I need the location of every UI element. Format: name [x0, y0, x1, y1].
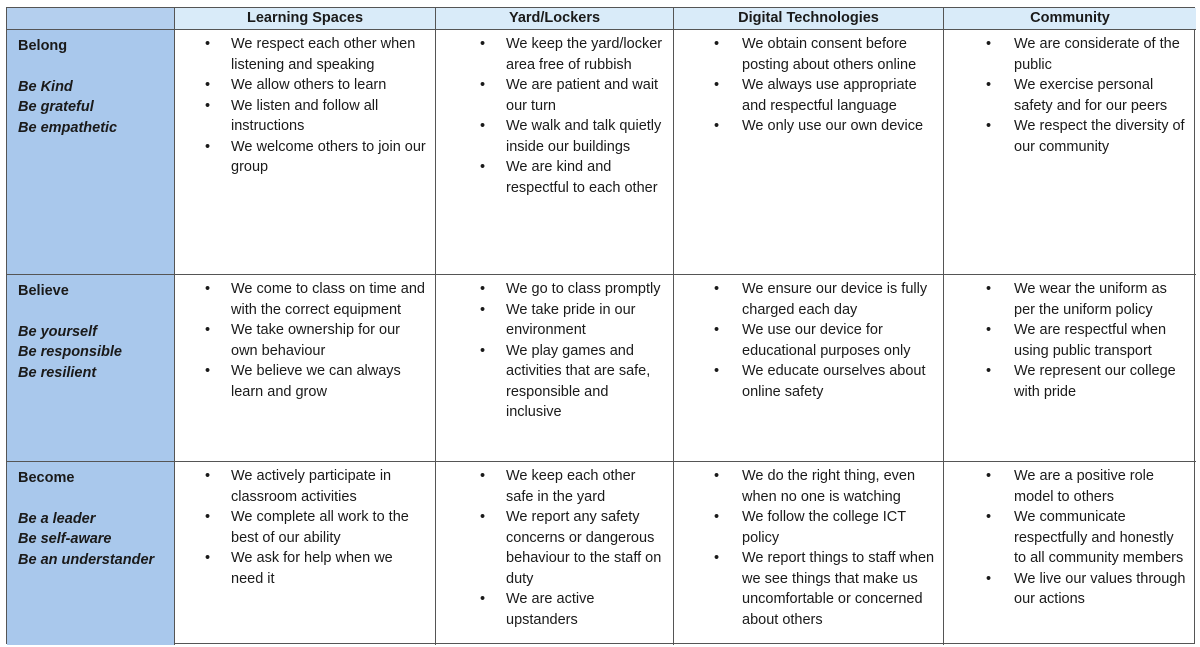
- list-item: • We represent our college with pride: [944, 361, 1188, 402]
- cell-belong-community: [944, 30, 1196, 275]
- list-item: • We keep each other safe in the yard: [436, 466, 665, 507]
- expectation-list: [175, 466, 427, 589]
- row-header-believe: [7, 275, 175, 462]
- list-item: • We are patient and wait our turn: [436, 75, 665, 116]
- expectation-list: [175, 34, 427, 178]
- cell-believe-yard-lockers: [436, 275, 674, 462]
- list-item: • We always use appropriate and respectful language: [674, 75, 935, 116]
- column-header-yard-lockers: Yard/Lockers: [436, 8, 674, 30]
- row-value: Be resilient: [18, 364, 97, 381]
- list-item: • We come to class on time and with the correct equipment: [175, 279, 427, 320]
- list-item: • We only use our own device: [674, 116, 935, 137]
- row-value: Be an understander: [18, 551, 155, 568]
- list-item: • We follow the college ICT policy: [674, 507, 935, 548]
- row-value: Be a leader: [18, 510, 96, 527]
- list-item: • We live our values through our actions: [944, 569, 1188, 610]
- cell-believe-learning-spaces: [175, 275, 436, 462]
- list-item: • We do the right thing, even when no one is watching: [674, 466, 935, 507]
- header-corner: [7, 8, 175, 30]
- list-item: • We communicate respectfully and honestly to all community members: [944, 507, 1188, 569]
- row-header-become: [7, 462, 175, 645]
- list-item: • We respect the diversity of our community: [944, 116, 1188, 157]
- column-header-community: Community: [944, 8, 1196, 30]
- column-header-learning-spaces: Learning Spaces: [175, 8, 436, 30]
- cell-belong-yard-lockers: [436, 30, 674, 275]
- list-item: • We report any safety concerns or dangerous behaviour to the staff on duty: [436, 507, 665, 589]
- expectation-list: [944, 466, 1188, 610]
- list-item: • We are kind and respectful to each other: [436, 157, 665, 198]
- list-item: • We take pride in our environment: [436, 300, 665, 341]
- list-item: • We use our device for educational purposes only: [674, 320, 935, 361]
- list-item: • We wear the uniform as per the uniform policy: [944, 279, 1188, 320]
- expectation-list: [436, 34, 665, 198]
- row-value: Be responsible: [18, 344, 122, 360]
- list-item: • We believe we can always learn and grow: [175, 361, 427, 402]
- list-item: • We ensure our device is fully charged each day: [674, 279, 935, 320]
- list-item: • We ask for help when we need it: [175, 548, 427, 589]
- list-item: • We report things to staff when we see things that make us uncomfortable or concerned about others: [674, 548, 935, 630]
- row-value: Be yourself: [18, 323, 97, 340]
- list-item: • We take ownership for our own behaviour: [175, 320, 427, 361]
- cell-believe-community: [944, 275, 1196, 462]
- row-value: Be self-aware: [18, 531, 112, 547]
- row-category: Belong: [18, 38, 68, 54]
- list-item: • We are a positive role model to others: [944, 466, 1188, 507]
- row-category: Believe: [18, 283, 69, 299]
- expectation-list: [944, 34, 1188, 157]
- list-item: • We are active upstanders: [436, 589, 665, 630]
- row-header-belong: [7, 30, 175, 275]
- row-value: Be empathetic: [18, 119, 118, 136]
- expectation-list: [436, 466, 665, 630]
- list-item: • We are considerate of the public: [944, 34, 1188, 75]
- list-item: • We welcome others to join our group: [175, 137, 427, 178]
- expectation-list: [674, 34, 935, 137]
- list-item: • We allow others to learn: [175, 75, 427, 96]
- behaviour-matrix-table: [6, 7, 1195, 644]
- column-header-digital-technologies: Digital Technologies: [674, 8, 944, 30]
- row-category: Become: [18, 470, 75, 486]
- row-value: Be Kind: [18, 78, 73, 95]
- list-item: • We respect each other when listening and speaking: [175, 34, 427, 75]
- list-item: • We walk and talk quietly inside our buildings: [436, 116, 665, 157]
- cell-believe-digital-technologies: [674, 275, 944, 462]
- list-item: • We exercise personal safety and for our peers: [944, 75, 1188, 116]
- list-item: • We listen and follow all instructions: [175, 96, 427, 137]
- expectation-list: [175, 279, 427, 402]
- cell-become-learning-spaces: [175, 462, 436, 645]
- list-item: • We are respectful when using public transport: [944, 320, 1188, 361]
- list-item: • We educate ourselves about online safety: [674, 361, 935, 402]
- cell-become-yard-lockers: [436, 462, 674, 645]
- cell-belong-learning-spaces: [175, 30, 436, 275]
- expectation-list: [436, 279, 665, 423]
- list-item: • We play games and activities that are safe, responsible and inclusive: [436, 341, 665, 423]
- expectation-list: [674, 466, 935, 630]
- expectation-list: [944, 279, 1188, 402]
- list-item: • We keep the yard/locker area free of rubbish: [436, 34, 665, 75]
- row-value: Be grateful: [18, 99, 94, 115]
- expectation-list: [674, 279, 935, 402]
- cell-become-digital-technologies: [674, 462, 944, 645]
- list-item: • We actively participate in classroom activities: [175, 466, 427, 507]
- list-item: • We obtain consent before posting about others online: [674, 34, 935, 75]
- cell-become-community: [944, 462, 1196, 645]
- list-item: • We go to class promptly: [436, 279, 665, 300]
- list-item: • We complete all work to the best of our ability: [175, 507, 427, 548]
- cell-belong-digital-technologies: [674, 30, 944, 275]
